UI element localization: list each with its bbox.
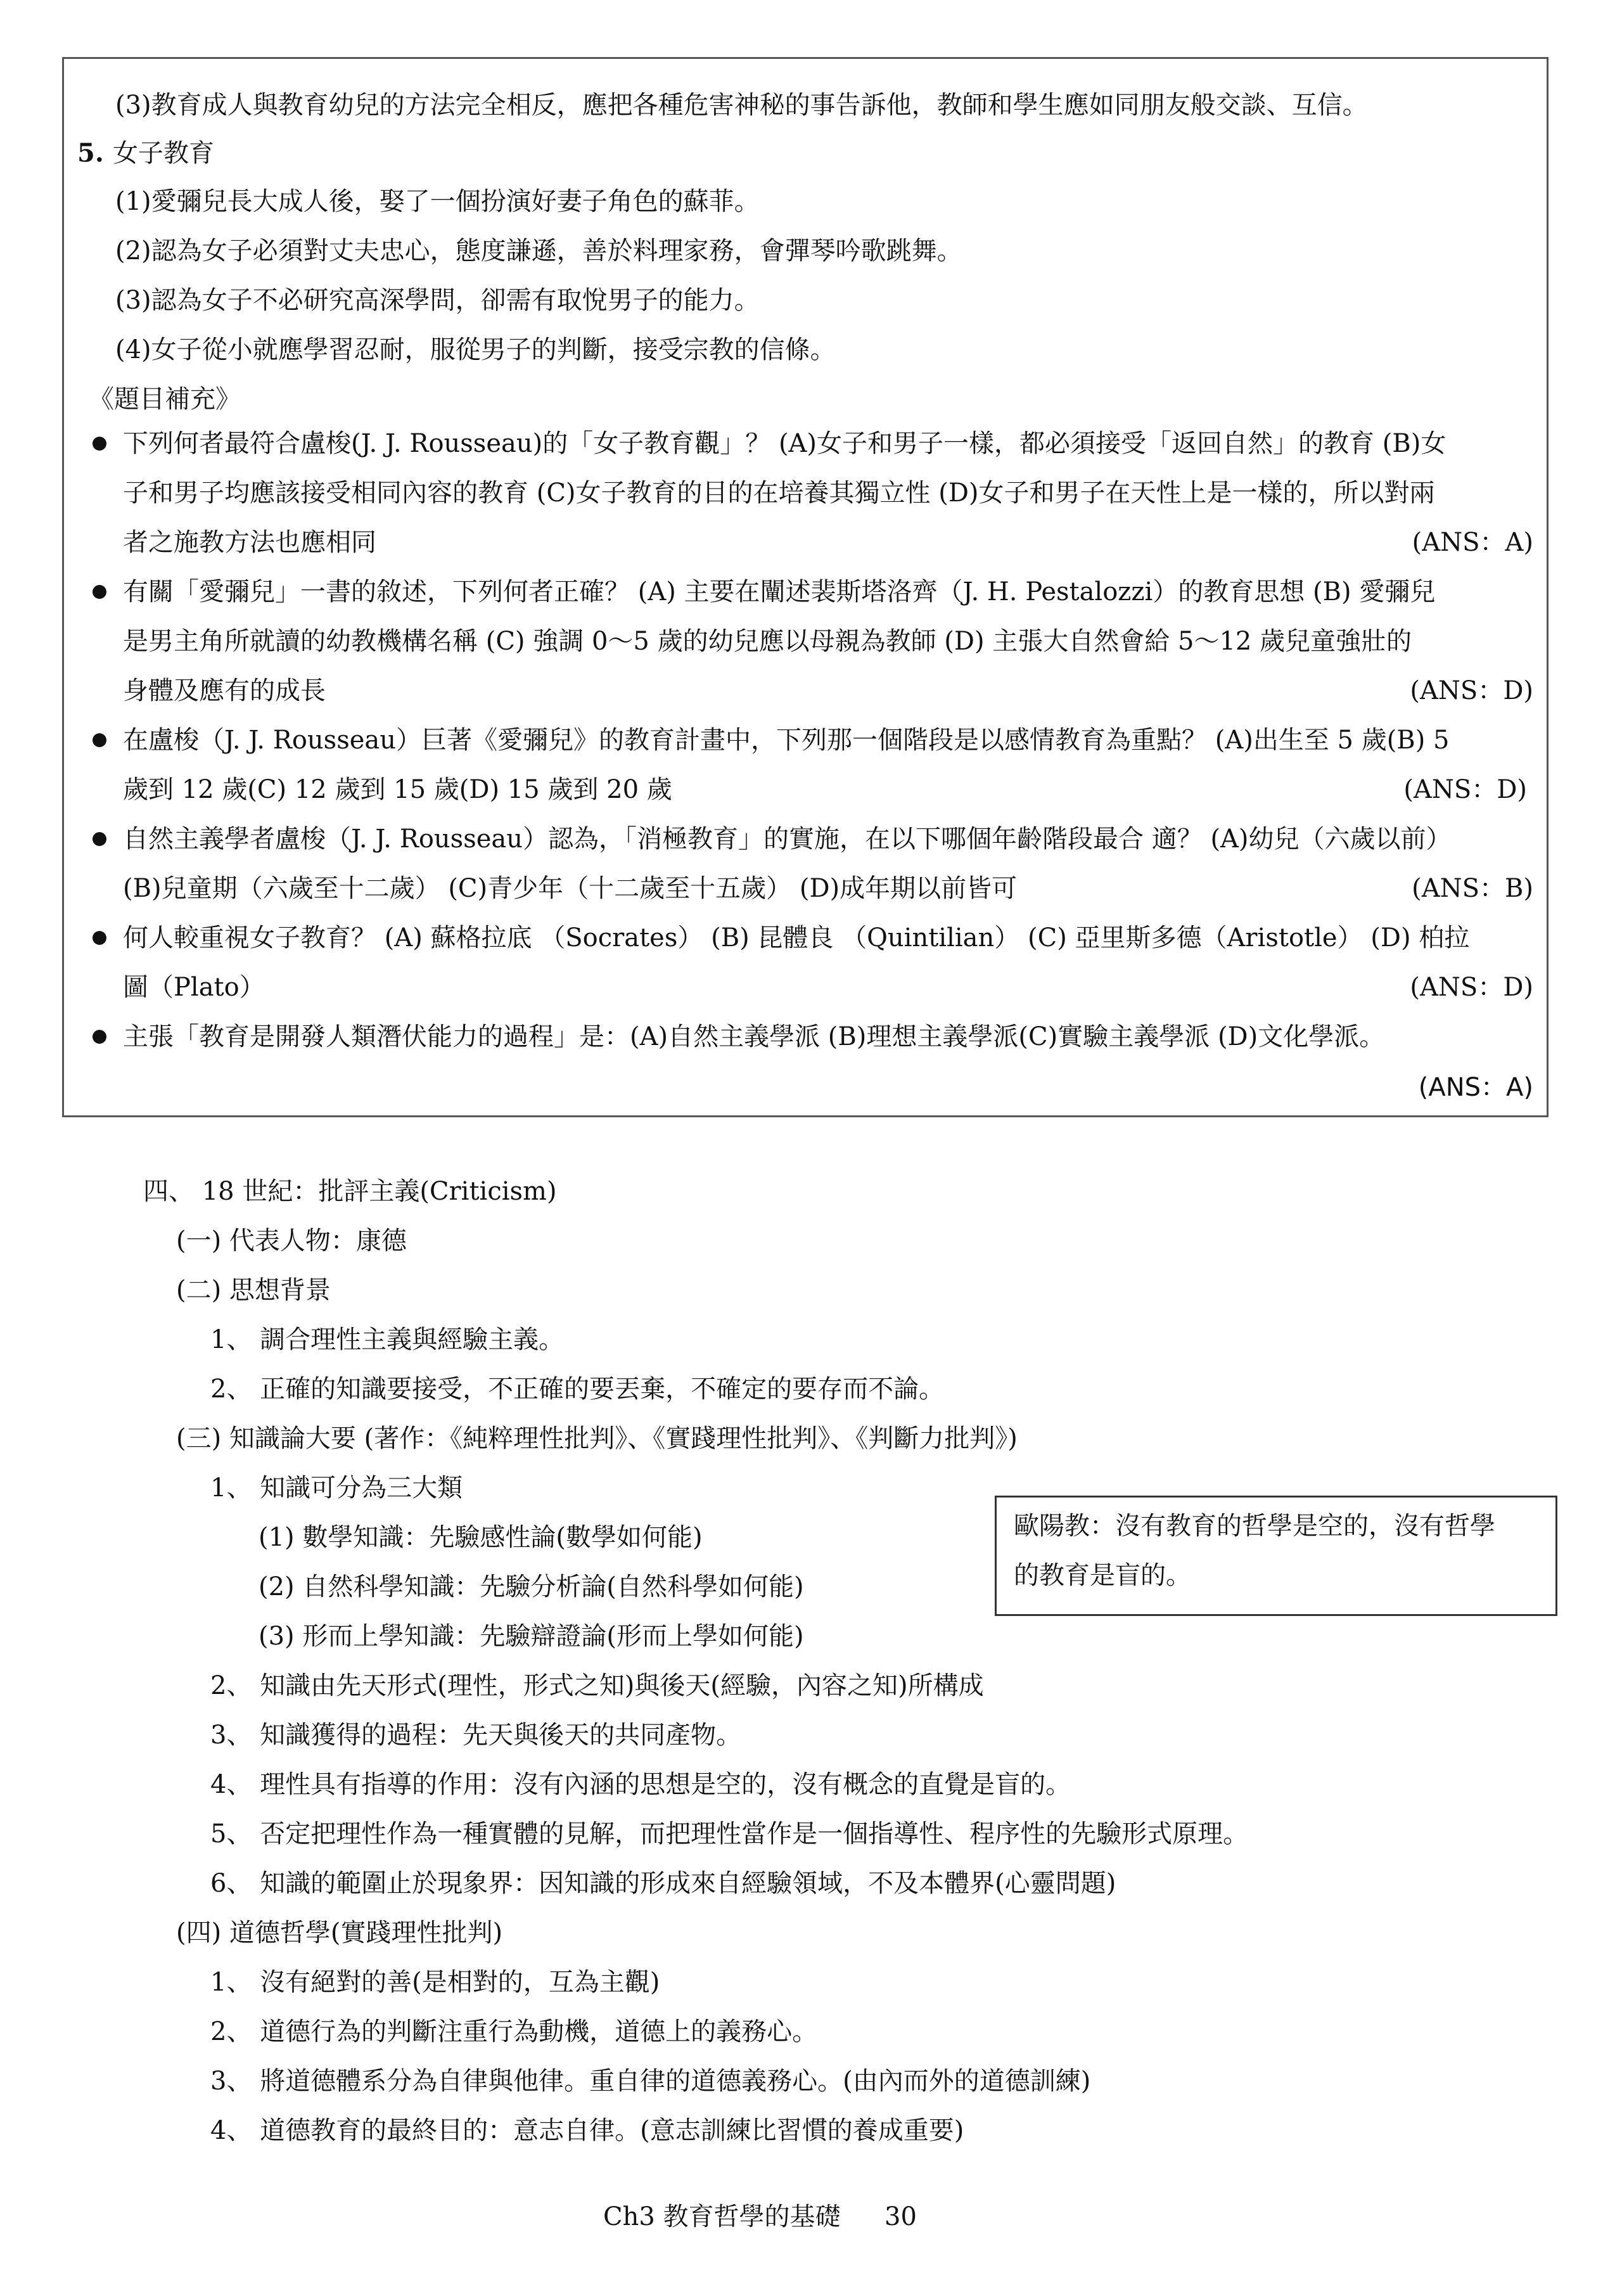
question-line: 圖（Plato）: [123, 973, 265, 1002]
question-line: 者之施教方法也應相同: [123, 528, 376, 557]
answer-label: (ANS：D): [1410, 676, 1533, 705]
section-number: 5.: [77, 138, 104, 168]
quote-line: 歐陽教：沒有教育的哲學是空的，沒有哲學: [1014, 1511, 1495, 1541]
sub-list-item: (1) 數學知識：先驗感性論(數學如何能): [259, 1523, 703, 1552]
list-item: 5、 否定把理性作為一種實體的見解，而把理性當作是一個指導性、程序性的先驗形式原理。: [210, 1819, 1249, 1849]
page-number: 30: [884, 2202, 917, 2231]
box-intro-line: (3)教育成人與教育幼兒的方法完全相反，應把各種危害神秘的事告訴他，教師和學生應如同朋友般交談、互信。: [115, 91, 1368, 120]
question-line: 在盧梭（J. J. Rousseau）巨著《愛彌兒》的教育計畫中，下列那一個階段是以感情教育為重點？ (A)出生至 5 歲(B) 5: [123, 726, 1450, 755]
bullet-icon: [93, 1030, 106, 1044]
question-line: 自然主義學者盧梭（J. J. Rousseau）認為，「消極教育」的實施，在以下哪個年齡階段最合 適？ (A)幼兒（六歲以前）: [123, 824, 1452, 854]
subsection-heading: (四) 道德哲學(實踐理性批判): [176, 1918, 503, 1947]
list-item: 3、 知識獲得的過程：先天與後天的共同產物。: [210, 1721, 742, 1750]
bullet-icon: [93, 832, 106, 846]
list-item: 3、 將道德體系分為自律與他律。重自律的道德義務心。(由內而外的道德訓練): [210, 2067, 1091, 2096]
question-line: 何人較重視女子教育？ (A) 蘇格拉底 （Socrates） (B) 昆體良 （Quintilian） (C) 亞里斯多德（Aristotle） (D) 柏拉: [123, 923, 1470, 952]
list-item: 2、 道德行為的判斷注重行為動機，道德上的義務心。: [210, 2017, 818, 2046]
answer-label: (ANS：D): [1410, 973, 1533, 1002]
answer-label: (ANS：A): [1418, 1073, 1533, 1102]
bullet-icon: [93, 437, 106, 451]
list-item: 2、 正確的知識要接受，不正確的要丟棄，不確定的要存而不論。: [210, 1375, 945, 1404]
list-item: 4、 道德教育的最終目的：意志自律。(意志訓練比習慣的養成重要): [210, 2116, 964, 2145]
list-item: (1)愛彌兒長大成人後，娶了一個扮演好妻子角色的蘇菲。: [115, 187, 760, 216]
question-line: 歲到 12 歲(C) 12 歲到 15 歲(D) 15 歲到 20 歲: [123, 775, 672, 804]
list-item: 2、 知識由先天形式(理性，形式之知)與後天(經驗，內容之知)所構成: [210, 1671, 984, 1700]
question-line: 下列何者最符合盧梭(J. J. Rousseau)的「女子教育觀」？ (A)女子和男子一樣，都必須接受「返回自然」的教育 (B)女: [123, 429, 1446, 458]
section-heading: 四、 18 世紀：批評主義(Criticism): [143, 1177, 557, 1206]
subsection-heading: (一) 代表人物：康德: [176, 1226, 407, 1255]
question-line: 有關「愛彌兒」一書的敘述，下列何者正確？ (A) 主要在闡述裴斯塔洛齊（J. H. Pestalozzi）的教育思想 (B) 愛彌兒: [123, 577, 1436, 606]
subsection-heading: (二) 思想背景: [176, 1276, 331, 1305]
answer-label: (ANS：D): [1403, 775, 1527, 804]
question-line: (B)兒童期（六歲至十二歲） (C)青少年（十二歲至十五歲） (D)成年期以前皆可: [123, 874, 1018, 903]
question-line: 主張「教育是開發人類潛伏能力的過程」是：(A)自然主義學派 (B)理想主義學派(C)實驗主義學派 (D)文化學派。: [123, 1022, 1385, 1051]
footer-chapter: Ch3 教育哲學的基礎: [603, 2202, 841, 2231]
bullet-icon: [93, 585, 106, 599]
subsection-heading: (三) 知識論大要 (著作：《純粹理性批判》、《實踐理性批判》、《判斷力批判》): [176, 1424, 1018, 1453]
question-line: 身體及應有的成長: [123, 676, 326, 705]
section-title: 女子教育: [113, 139, 214, 168]
list-item: 1、 調合理性主義與經驗主義。: [210, 1325, 565, 1354]
list-item: 4、 理性具有指導的作用：沒有內涵的思想是空的，沒有概念的直覺是盲的。: [210, 1770, 1071, 1799]
quote-line: 的教育是盲的。: [1014, 1561, 1191, 1590]
list-item: (2)認為女子必須對丈夫忠心，態度謙遜，善於料理家務，會彈琴吟歌跳舞。: [115, 236, 962, 266]
bullet-icon: [93, 931, 106, 945]
list-item: 1、 沒有絕對的善(是相對的，互為主觀): [210, 1968, 660, 1997]
list-item: (4)女子從小就應學習忍耐，服從男子的判斷，接受宗教的信條。: [115, 335, 836, 364]
question-line: 是男主角所就讀的幼教機構名稱 (C) 強調 0～5 歲的幼兒應以母親為教師 (D) 主張大自然會給 5～12 歲兒童強壯的: [123, 627, 1412, 656]
sub-list-item: (3) 形而上學知識：先驗辯證論(形而上學如何能): [259, 1622, 804, 1651]
list-item: (3)認為女子不必研究高深學問，卻需有取悅男子的能力。: [115, 286, 760, 315]
answer-label: (ANS：A): [1412, 528, 1533, 557]
bullet-icon: [93, 733, 106, 747]
supplement-heading: 《題目補充》: [89, 385, 241, 414]
answer-label: (ANS：B): [1412, 874, 1533, 903]
list-item: 1、 知識可分為三大類: [210, 1473, 463, 1503]
question-line: 子和男子均應該接受相同內容的教育 (C)女子教育的目的在培養其獨立性 (D)女子和男子在天性上是一樣的，所以對兩: [123, 478, 1435, 508]
sub-list-item: (2) 自然科學知識：先驗分析論(自然科學如何能): [259, 1572, 804, 1601]
list-item: 6、 知識的範圍止於現象界：因知識的形成來自經驗領域，不及本體界(心靈問題): [210, 1869, 1116, 1898]
